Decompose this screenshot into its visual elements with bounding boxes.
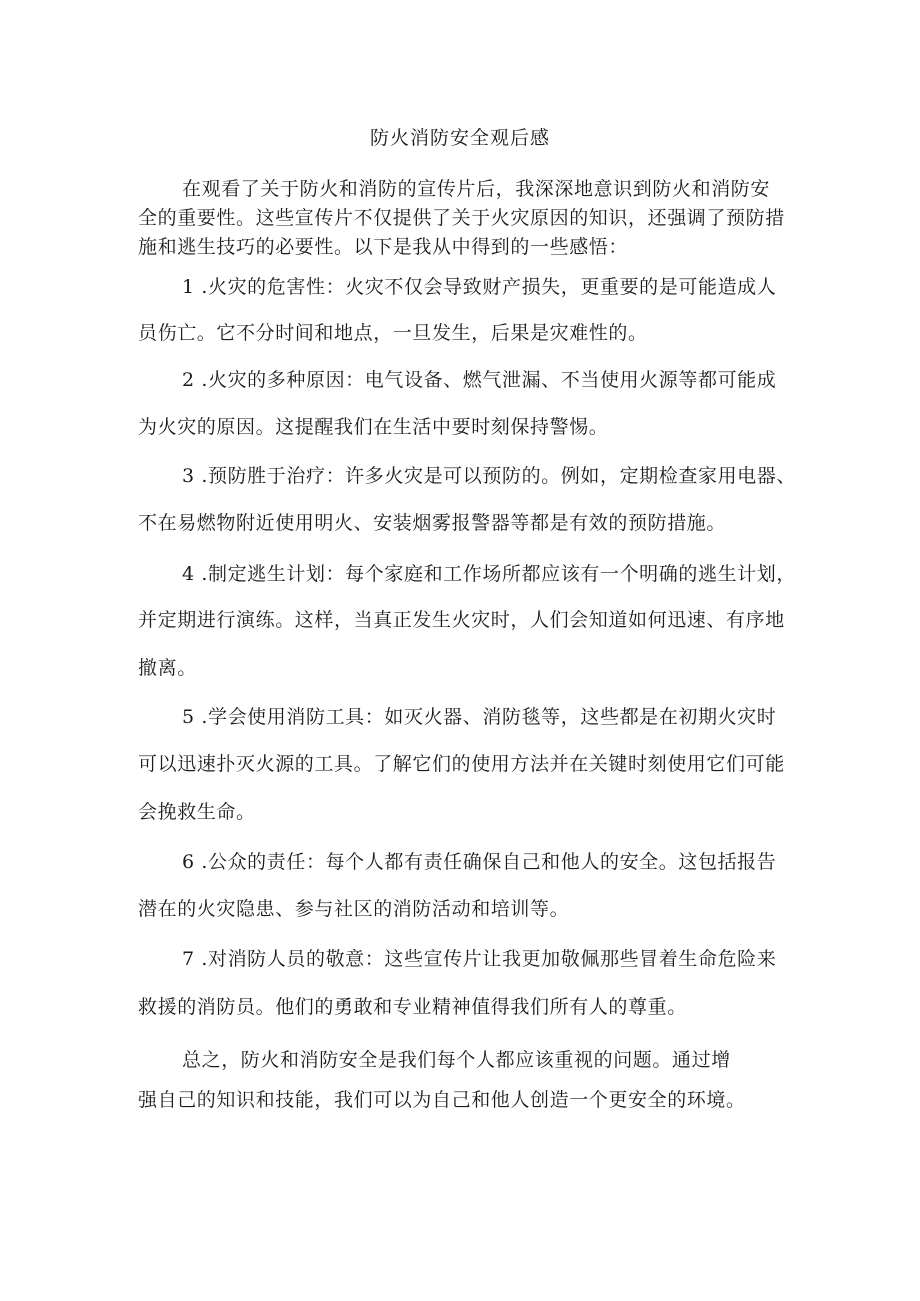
point-line: 3 .预防胜于治疗：许多火灾是可以预防的。例如，定期检查家用电器、 bbox=[182, 465, 796, 487]
point-line: 6 .公众的责任：每个人都有责任确保自己和他人的安全。这包括报告 bbox=[182, 851, 777, 873]
point-line: 撤离。 bbox=[138, 657, 197, 679]
point-line: 员伤亡。它不分时间和地点，一旦发生，后果是灾难性的。 bbox=[138, 322, 648, 344]
point-line: 并定期进行演练。这样，当真正发生火灾时，人们会知道如何迅速、有序地 bbox=[138, 609, 785, 631]
point-line: 不在易燃物附近使用明火、安装烟雾报警器等都是有效的预防措施。 bbox=[138, 512, 727, 534]
point-line: 4 .制定逃生计划：每个家庭和工作场所都应该有一个明确的逃生计划， bbox=[182, 563, 796, 585]
point-line: 为火灾的原因。这提醒我们在生活中要时刻保持警惕。 bbox=[138, 416, 609, 438]
conclusion-line: 强自己的知识和技能，我们可以为自己和他人创造一个更安全的环境。 bbox=[138, 1089, 746, 1111]
intro-line: 全的重要性。这些宣传片不仅提供了关于火灾原因的知识，还强调了预防措 bbox=[138, 207, 785, 229]
point-line: 5 .学会使用消防工具：如灭火器、消防毯等，这些都是在初期火灾时 bbox=[182, 706, 777, 728]
intro-line: 施和逃生技巧的必要性。以下是我从中得到的一些感悟： bbox=[138, 236, 629, 258]
point-line: 会挽救生命。 bbox=[138, 801, 256, 823]
point-line: 2 .火灾的多种原因：电气设备、燃气泄漏、不当使用火源等都可能成 bbox=[182, 369, 777, 391]
point-line: 救援的消防员。他们的勇敢和专业精神值得我们所有人的尊重。 bbox=[138, 996, 687, 1018]
point-line: 可以迅速扑灭火源的工具。了解它们的使用方法并在关键时刻使用它们可能 bbox=[138, 753, 785, 775]
intro-line: 在观看了关于防火和消防的宣传片后，我深深地意识到防火和消防安 bbox=[182, 178, 771, 200]
conclusion-line: 总之，防火和消防安全是我们每个人都应该重视的问题。通过增 bbox=[182, 1049, 731, 1071]
point-line: 1 .火灾的危害性：火灾不仅会导致财产损失，更重要的是可能造成人 bbox=[182, 276, 777, 298]
point-line: 潜在的火灾隐患、参与社区的消防活动和培训等。 bbox=[138, 898, 570, 920]
document-title: 防火消防安全观后感 bbox=[369, 127, 550, 149]
point-line: 7 .对消防人员的敬意：这些宣传片让我更加敬佩那些冒着生命危险来 bbox=[182, 948, 777, 970]
